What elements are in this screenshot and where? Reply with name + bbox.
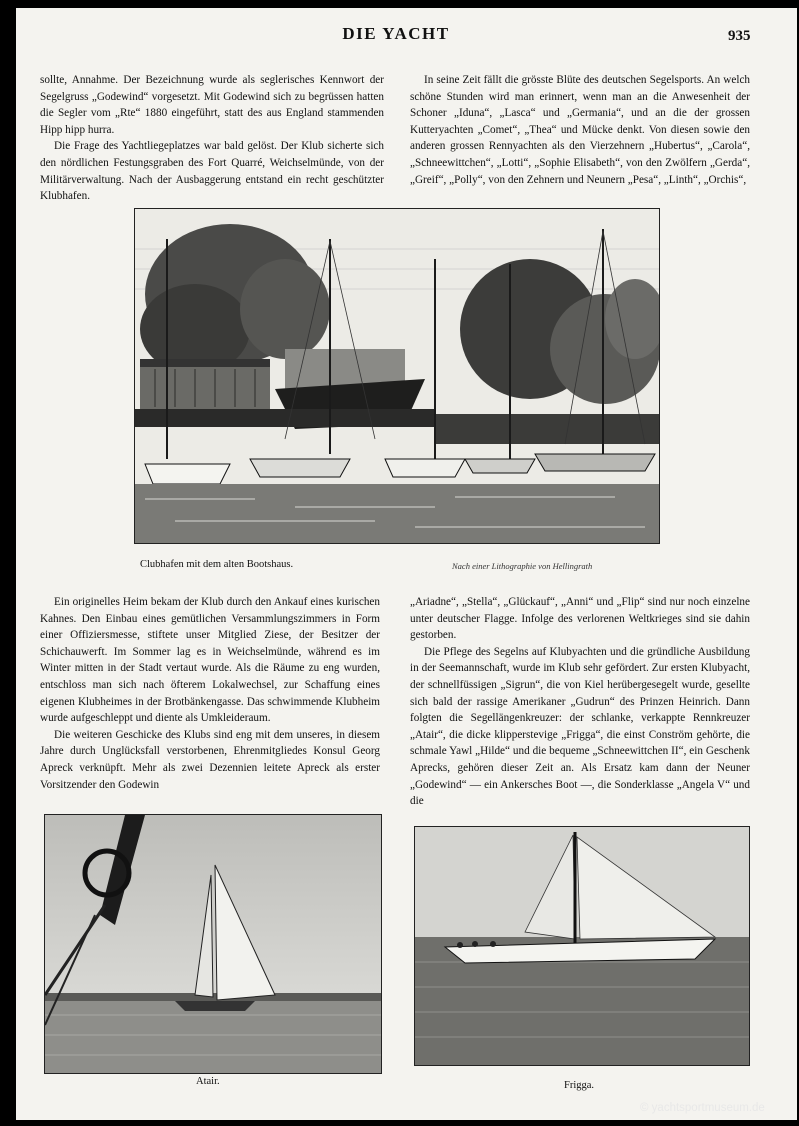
mid-right-column bbox=[410, 594, 750, 810]
page-number: 935 bbox=[728, 28, 751, 44]
atair-photo-illustration bbox=[45, 815, 381, 1073]
paragraph: Die Frage des Yachtliegeplatzes war bald gelöst. Der Klub sicherte sich den nördlichen Festungsgraben des Fort Quarré, Weichselmünde, von der Militärverwaltung. Nach der Ausbaggerung entstand ein recht geschützter Klubhafen. bbox=[40, 140, 384, 203]
top-right-column bbox=[410, 72, 750, 188]
photo-atair bbox=[44, 814, 382, 1074]
main-figure-credit: Nach einer Lithographie von Hellingrath bbox=[452, 561, 593, 571]
mid-left-column bbox=[40, 594, 380, 793]
lithograph-illustration bbox=[135, 209, 659, 543]
paragraph: Die weiteren Geschicke des Klubs sind eng mit dem unseres, in diesem Jahre durch Unglücksfall verstorbenen, Ehrenmitgliedes Konsul Georg Apreck verknüpft. Mehr als zwei Dezennien leitete Apreck als erster Vorsitzender den Godewin bbox=[40, 728, 380, 791]
photo-atair-caption: Atair. bbox=[196, 1076, 220, 1087]
paragraph: In seine Zeit fällt die grösste Blüte des deutschen Segelsports. An welch schöne Stunden wird man erinnert, wenn man an die Anwesenheit der Schoner „Iduna“, „Lasca“ und „Germania“, und an die der grossen Kutteryachten „Comet“, „Thea“ und Mücke denkt. Von diesen sowie den anderen grossen Rennyachten als den Vierzehnern „Hubertus“, „Carola“, „Schneewittchen“, „Lotti“, „Sophie Elisabeth“, von den Zwölfern „Gerda“, „Greif“, „Polly“, von den Zehnern und Neunern „Pesa“, „Linth“, „Orchis“, bbox=[410, 74, 750, 186]
photo-frigga bbox=[414, 826, 750, 1066]
main-figure-lithograph bbox=[134, 208, 660, 544]
frigga-photo-illustration bbox=[415, 827, 749, 1065]
main-figure-caption: Clubhafen mit dem alten Bootshaus. bbox=[140, 559, 294, 570]
paragraph: „Ariadne“, „Stella“, „Glückauf“, „Anni“ und „Flip“ sind nur noch einzelne unter deutscher Flagge. Infolge des verlorenen Weltkrieges sind sie dahin gestorben. bbox=[410, 596, 750, 642]
watermark: © yachtsportmuseum.de bbox=[640, 1102, 765, 1114]
paragraph: Die Pflege des Segelns auf Klubyachten und die gründliche Ausbildung in der Seemannschaft, wurde im Klub sehr gefördert. Zur ersten Klubyacht, der schnellfüssigen „Sigrun“, die von Kiel herübergesegelt wurde, gesellte sich bald der rassige Amerikaner „Gudrun“ des Prinzen Heinrich. Dann folgten die Segellängenkreuzer: der schlanke, verkappte Rennkreuzer „Atair“, die dicke klipperstevige „Frigga“, die einst Conström gehörte, die schmale Yawl „Hilde“ und die bequeme „Schneewittchen II“, ein Geschenk Aprecks, gehören dieser Zeit an. Als Ersatz kam dann der Neuner „Godewind“ — ein Ankersches Boot —, die Sonderklasse „Angela V“ und die bbox=[410, 645, 750, 808]
page bbox=[16, 8, 797, 1120]
running-title: DIE YACHT bbox=[342, 24, 450, 43]
paragraph: sollte, Annahme. Der Bezeichnung wurde als seglerisches Kennwort der Segelgruss „Godewind“ vorgesetzt. Mit Godewind sich zu begrüssen hatten die Segler vom „Rte“ 1880 eingeführt, statt des aus England stammenden Hipp hipp hurra. bbox=[40, 74, 384, 136]
photo-frigga-caption: Frigga. bbox=[564, 1080, 595, 1091]
paragraph: Ein originelles Heim bekam der Klub durch den Ankauf eines kurischen Kahnes. Den Einbau eines gemütlichen Versammlungszimmers in Form einer Offiziersmesse, stiftete unser Mitglied Ziese, der Besitzer der Schichauwerft. Im Sommer lag es in Weichselmünde, während es im Winter mitten in der Stadt vertaut wurde. Als die Räume zu eng wurden, entschloss man sich nach öfterem Lokalwechsel, zur Schaffung eines eigenen Klubheimes in der Brotbänkengasse. Das schwimmende Klubheim wurde aufgeschleppt und diente als Umkleideraum. bbox=[40, 596, 380, 725]
top-left-column bbox=[40, 72, 384, 205]
